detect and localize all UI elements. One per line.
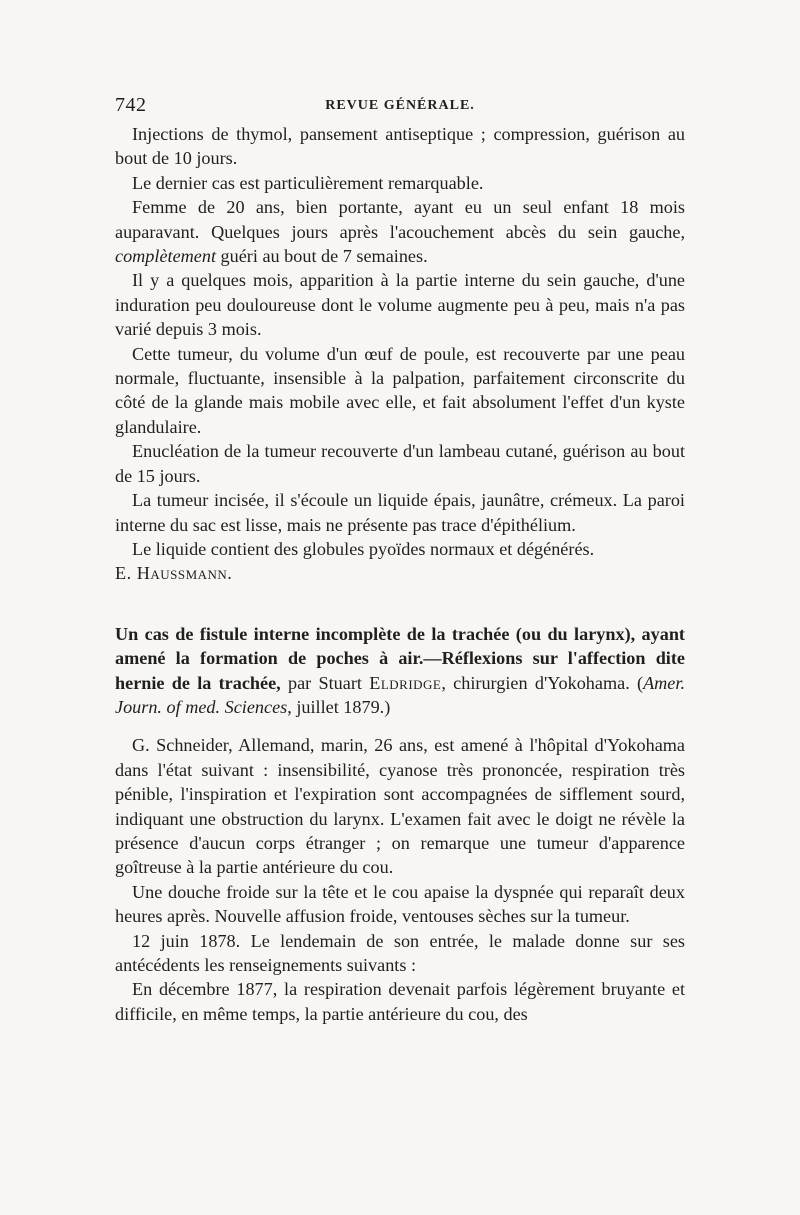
text-run: Femme de 20 ans, bien portante, ayant eu un seul enfant 18 mois auparavant. Quelques jours après l'acouchement abcès du sein gauche, [115,197,685,242]
paragraph: Injections de thymol, pansement antiseptique ; compression, guérison au bout de 10 jours. [115,124,685,169]
text-run: guéri au bout de 7 semaines. [216,246,428,267]
paragraph: G. Schneider, Allemand, marin, 26 ans, est amené à l'hôpital d'Yokohama dans l'état suivant : insensibilité, cyanose très prononcée, respiration très pénible, l'inspiration et l'expiration sont accompagnées de sifflement sourd, indiquant une obstruction du larynx. L'examen fait avec le doigt ne révèle la présence d'aucun corps étranger ; on remarque une tumeur d'apparence goîtreuse à la partie antérieure du cou. [115,735,685,878]
author-signature [115,561,685,585]
paragraph: La tumeur incisée, il s'écoule un liquide épais, jaunâtre, crémeux. La paroi interne du sac est lisse, mais ne présente pas trace d'épithélium. [115,490,685,535]
page-header [115,94,685,122]
book-page [115,94,685,1026]
article-title-bold: Un cas de fistule interne incomplète de la trachée (ou du larynx), ayant amené la formation de poches à air.—Réflexions sur l'affection dite hernie de la trachée, [115,623,685,693]
section-spacer [115,608,685,622]
paragraph: Il y a quelques mois, apparition à la partie interne du sein gauche, d'une induration peu douloureuse dont le volume augmente peu à peu, mais n'a pas varié depuis 3 mois. [115,270,685,340]
journal-name: Amer. Journ. of med. Sciences [115,672,685,717]
article-date: , juillet 1879.) [287,696,391,717]
page-number: 742 [115,94,147,116]
article-title [115,622,685,720]
article-body [115,733,685,1026]
signature-text: E. Haussmann. [115,563,233,584]
paragraph: Cette tumeur, du volume d'un œuf de poule, est recouverte par une peau normale, fluctuante, insensible à la palpation, parfaitement circonscrite du côté de la glande mais mobile avec elle, et fait absolument l'effet d'un kyste glandulaire. [115,343,685,437]
article-author: Eldridge [369,672,442,693]
running-head: REVUE GÉNÉRALE. [325,98,475,113]
paragraph: En décembre 1877, la respiration devenait parfois légèrement bruyante et difficile, en même temps, la partie antérieure du cou, des [115,979,685,1024]
paragraph: Le liquide contient des globules pyoïdes normaux et dégénérés. [132,538,595,559]
emphasis-text: complètement [115,246,216,267]
paragraph [115,195,685,268]
paragraph: Le dernier cas est particulièrement remarquable. [132,172,484,193]
case-report-section [115,122,685,586]
paragraph: Enucléation de la tumeur recouverte d'un lambeau cutané, guérison au bout de 15 jours. [115,441,685,486]
article-byline: par Stuart [280,672,370,693]
article-affiliation: , chirurgien d'Yokohama. ( [441,672,644,693]
paragraph: 12 juin 1878. Le lendemain de son entrée, le malade donne sur ses antécédents les renseignements suivants : [115,930,685,975]
paragraph: Une douche froide sur la tête et le cou apaise la dyspnée qui reparaît deux heures après. Nouvelle affusion froide, ventouses sèches sur la tumeur. [115,881,685,927]
